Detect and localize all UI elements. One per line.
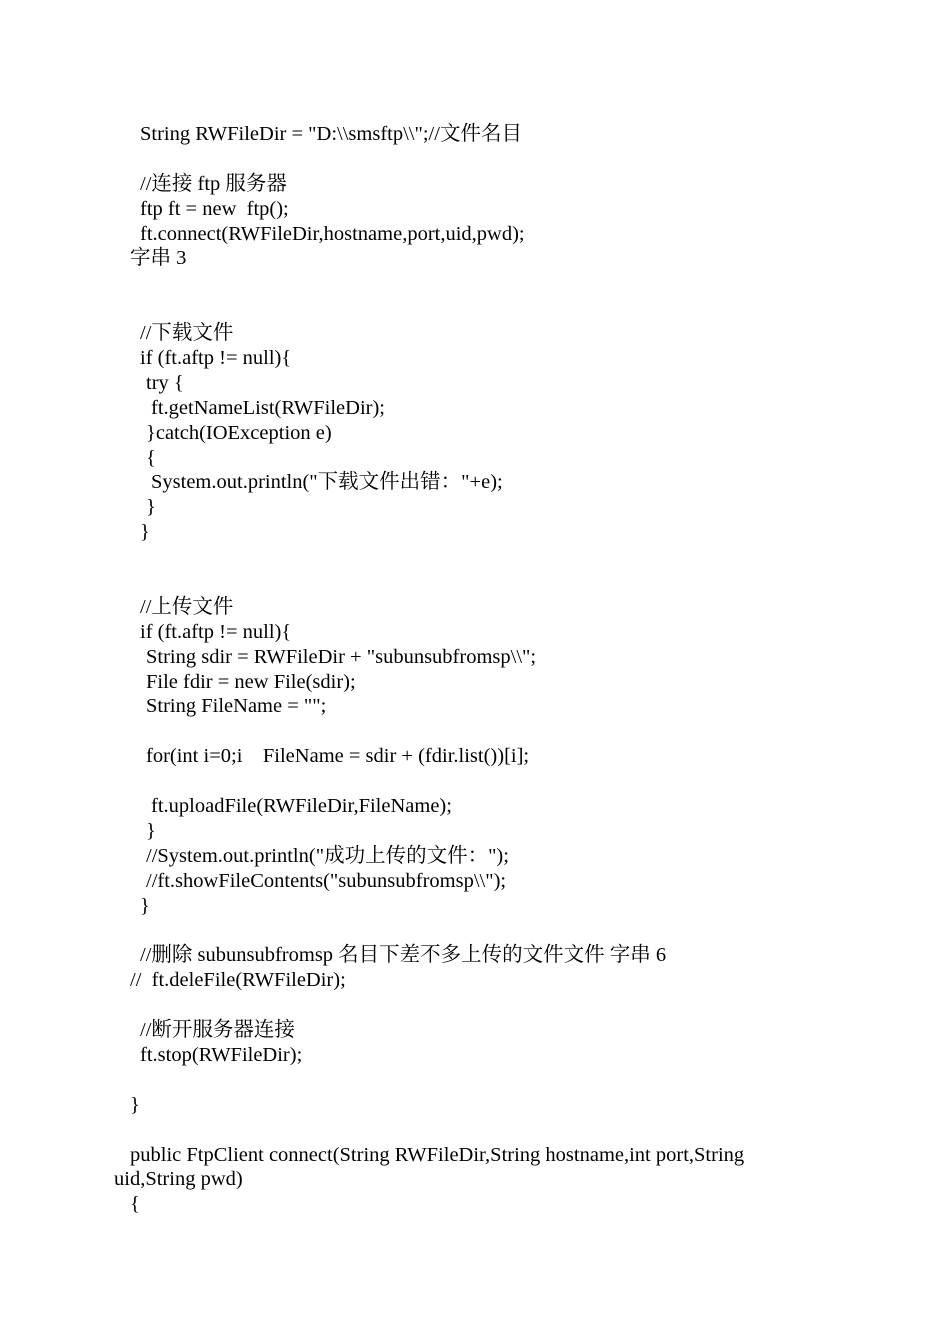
code-line: //System.out.println("成功上传的文件："); (146, 844, 509, 867)
code-line: ft.uploadFile(RWFileDir,FileName); (151, 795, 452, 818)
code-line: } (140, 894, 150, 917)
code-line: String sdir = RWFileDir + "subunsubfromsp\\"; (146, 645, 537, 668)
code-line: } (146, 819, 156, 842)
blank-line (0, 769, 950, 794)
code-line: ft.connect(RWFileDir,hostname,port,uid,pwd); (140, 222, 525, 245)
code-line: ft.stop(RWFileDir); (140, 1043, 303, 1066)
code-line: System.out.println("下载文件出错："+e); (151, 471, 503, 494)
blank-line (0, 1118, 950, 1143)
code-line: //断开服务器连接 (140, 1019, 295, 1042)
code-line: String FileName = ""; (146, 695, 327, 718)
code-line: ftp ft = new ftp(); (140, 197, 289, 220)
code-line: public FtpClient connect(String RWFileDir,String hostname,int port,String uid,String pwd) (114, 1143, 745, 1191)
code-listing (0, 122, 950, 1217)
code-line: for(int i=0;i FileName = sdir + (fdir.list())[i]; (146, 745, 530, 768)
blank-line (0, 1068, 950, 1093)
code-line: if (ft.aftp != null){ (140, 620, 292, 643)
code-line: } (140, 521, 150, 544)
code-line: if (ft.aftp != null){ (140, 347, 292, 370)
blank-line (0, 271, 950, 296)
code-line: }catch(IOException e) (146, 421, 332, 444)
code-line: //连接 ftp 服务器 (140, 172, 287, 195)
blank-line (0, 719, 950, 744)
code-line: File fdir = new File(sdir); (146, 670, 356, 693)
code-line: { (146, 446, 156, 469)
code-line: } (146, 496, 156, 519)
code-line: //上传文件 (140, 595, 234, 618)
blank-line (0, 296, 950, 321)
code-line: } (130, 1093, 140, 1116)
blank-line (0, 570, 950, 595)
code-line: ft.getNameList(RWFileDir); (151, 396, 385, 419)
code-line: //删除 subunsubfromsp 名目下差不多上传的文件文件 字串 6 (140, 944, 667, 967)
blank-line (0, 147, 950, 172)
code-line: //ft.showFileContents("subunsubfromsp\\"); (146, 869, 507, 892)
code-line: 字串 3 (130, 247, 187, 270)
code-line: // ft.deleFile(RWFileDir); (130, 969, 346, 992)
code-line: //下载文件 (140, 322, 234, 345)
blank-line (0, 919, 950, 944)
blank-line (0, 545, 950, 570)
code-line: { (130, 1193, 140, 1216)
code-line: String RWFileDir = "D:\\smsftp\\";//文件名目 (140, 123, 522, 145)
code-line: try { (146, 371, 184, 394)
blank-line (0, 993, 950, 1018)
